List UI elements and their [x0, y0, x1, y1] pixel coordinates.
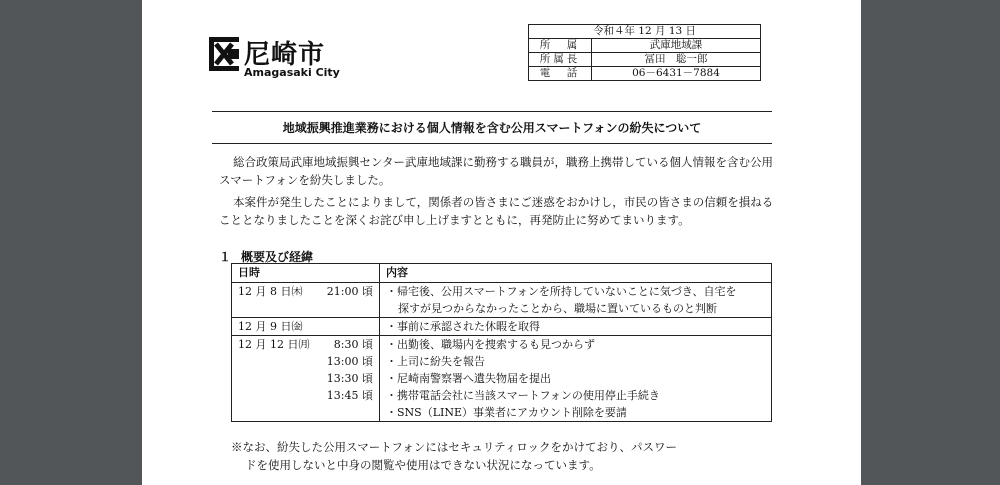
event-time: 21:00 頃: [326, 285, 373, 298]
document-page: [142, 0, 861, 485]
info-row-manager: [529, 53, 761, 67]
event-date: 12 月 9 日㈮: [238, 320, 303, 333]
table-row: [232, 370, 772, 387]
department-info-box: [528, 24, 761, 81]
info-value: 冨田 聡一郎: [592, 53, 761, 67]
event-text: ・SNS（LINE）事業者にアカウント削除を要請: [386, 406, 627, 419]
event-text: ・出勤後、職場内を捜索するも見つからず: [386, 338, 595, 351]
event-text: ・帰宅後、公用スマートフォンを所持していないことに気づき、自宅を: [386, 285, 737, 298]
event-text: ・事前に承認された休暇を取得: [386, 320, 540, 333]
amagasaki-emblem-icon: [208, 36, 240, 72]
info-label: 所 属: [529, 39, 592, 53]
event-time: 13:00 頃: [326, 355, 373, 368]
timeline-table: [231, 263, 772, 422]
event-date: 12 月 12 日㈪: [238, 338, 310, 351]
event-text: ・尼崎南警察署へ遺失物届を提出: [386, 372, 551, 385]
city-name-english: Amagasaki City: [244, 66, 340, 79]
info-value: 武庫地域課: [592, 39, 761, 53]
body-paragraph: 本案件が発生したことによりまして，関係者の皆さまにご迷惑をおかけし，市民の皆さまの信頼を損ねることとなりましたことを深くお詫び申し上げますとともに，再発防止に努めてまいります。: [219, 195, 774, 227]
body-paragraph: 総合政策局武庫地域振興センター武庫地域課に勤務する職員が，職務上携帯している個人情報を含む公用スマートフォンを紛失しました。: [219, 155, 774, 187]
issue-date: 令和４年 12 月 13 日: [529, 25, 761, 39]
city-logo: [208, 36, 348, 84]
city-name: 尼崎市: [244, 40, 326, 70]
info-row-department: [529, 39, 761, 53]
table-row: [232, 353, 772, 370]
column-header-datetime: 日時: [232, 264, 380, 283]
column-header-content: 内容: [380, 264, 772, 283]
info-row-phone: [529, 67, 761, 81]
info-value: 06－6431－7884: [592, 67, 761, 81]
event-text-continued: 探すが見つからなかったことから、職場に置いているものと判断: [398, 302, 717, 315]
security-note: [231, 438, 791, 474]
section-number: １: [219, 250, 232, 264]
event-text: ・上司に紛失を報告: [386, 355, 485, 368]
table-row: [232, 318, 772, 336]
event-time: 8:30 頃: [333, 338, 373, 351]
info-label: 電 話: [529, 67, 592, 81]
table-row: [232, 336, 772, 354]
note-line: ※なお、紛失した公用スマートフォンにはセキュリティロックをかけており、パスワー: [231, 440, 677, 454]
viewer-right-gutter: [861, 0, 1000, 485]
viewer-left-gutter: [0, 0, 142, 485]
table-row: [232, 387, 772, 404]
document-title: 地域振興推進業務における個人情報を含む公用スマートフォンの紛失について: [212, 111, 772, 144]
event-time: 13:30 頃: [326, 372, 373, 385]
event-date: 12 月 8 日㈭: [238, 285, 303, 298]
info-label: 所属長: [529, 53, 592, 67]
section-title: 概要及び経緯: [241, 250, 314, 264]
table-header-row: [232, 264, 772, 283]
event-text: ・携帯電話会社に当該スマートフォンの使用停止手続き: [386, 389, 660, 402]
table-row: [232, 404, 772, 422]
event-time: 13:45 頃: [326, 389, 373, 402]
table-row: [232, 283, 772, 318]
note-line-continued: ドを使用しないと中身の閲覧や使用はできない状況になっています。: [245, 458, 601, 472]
